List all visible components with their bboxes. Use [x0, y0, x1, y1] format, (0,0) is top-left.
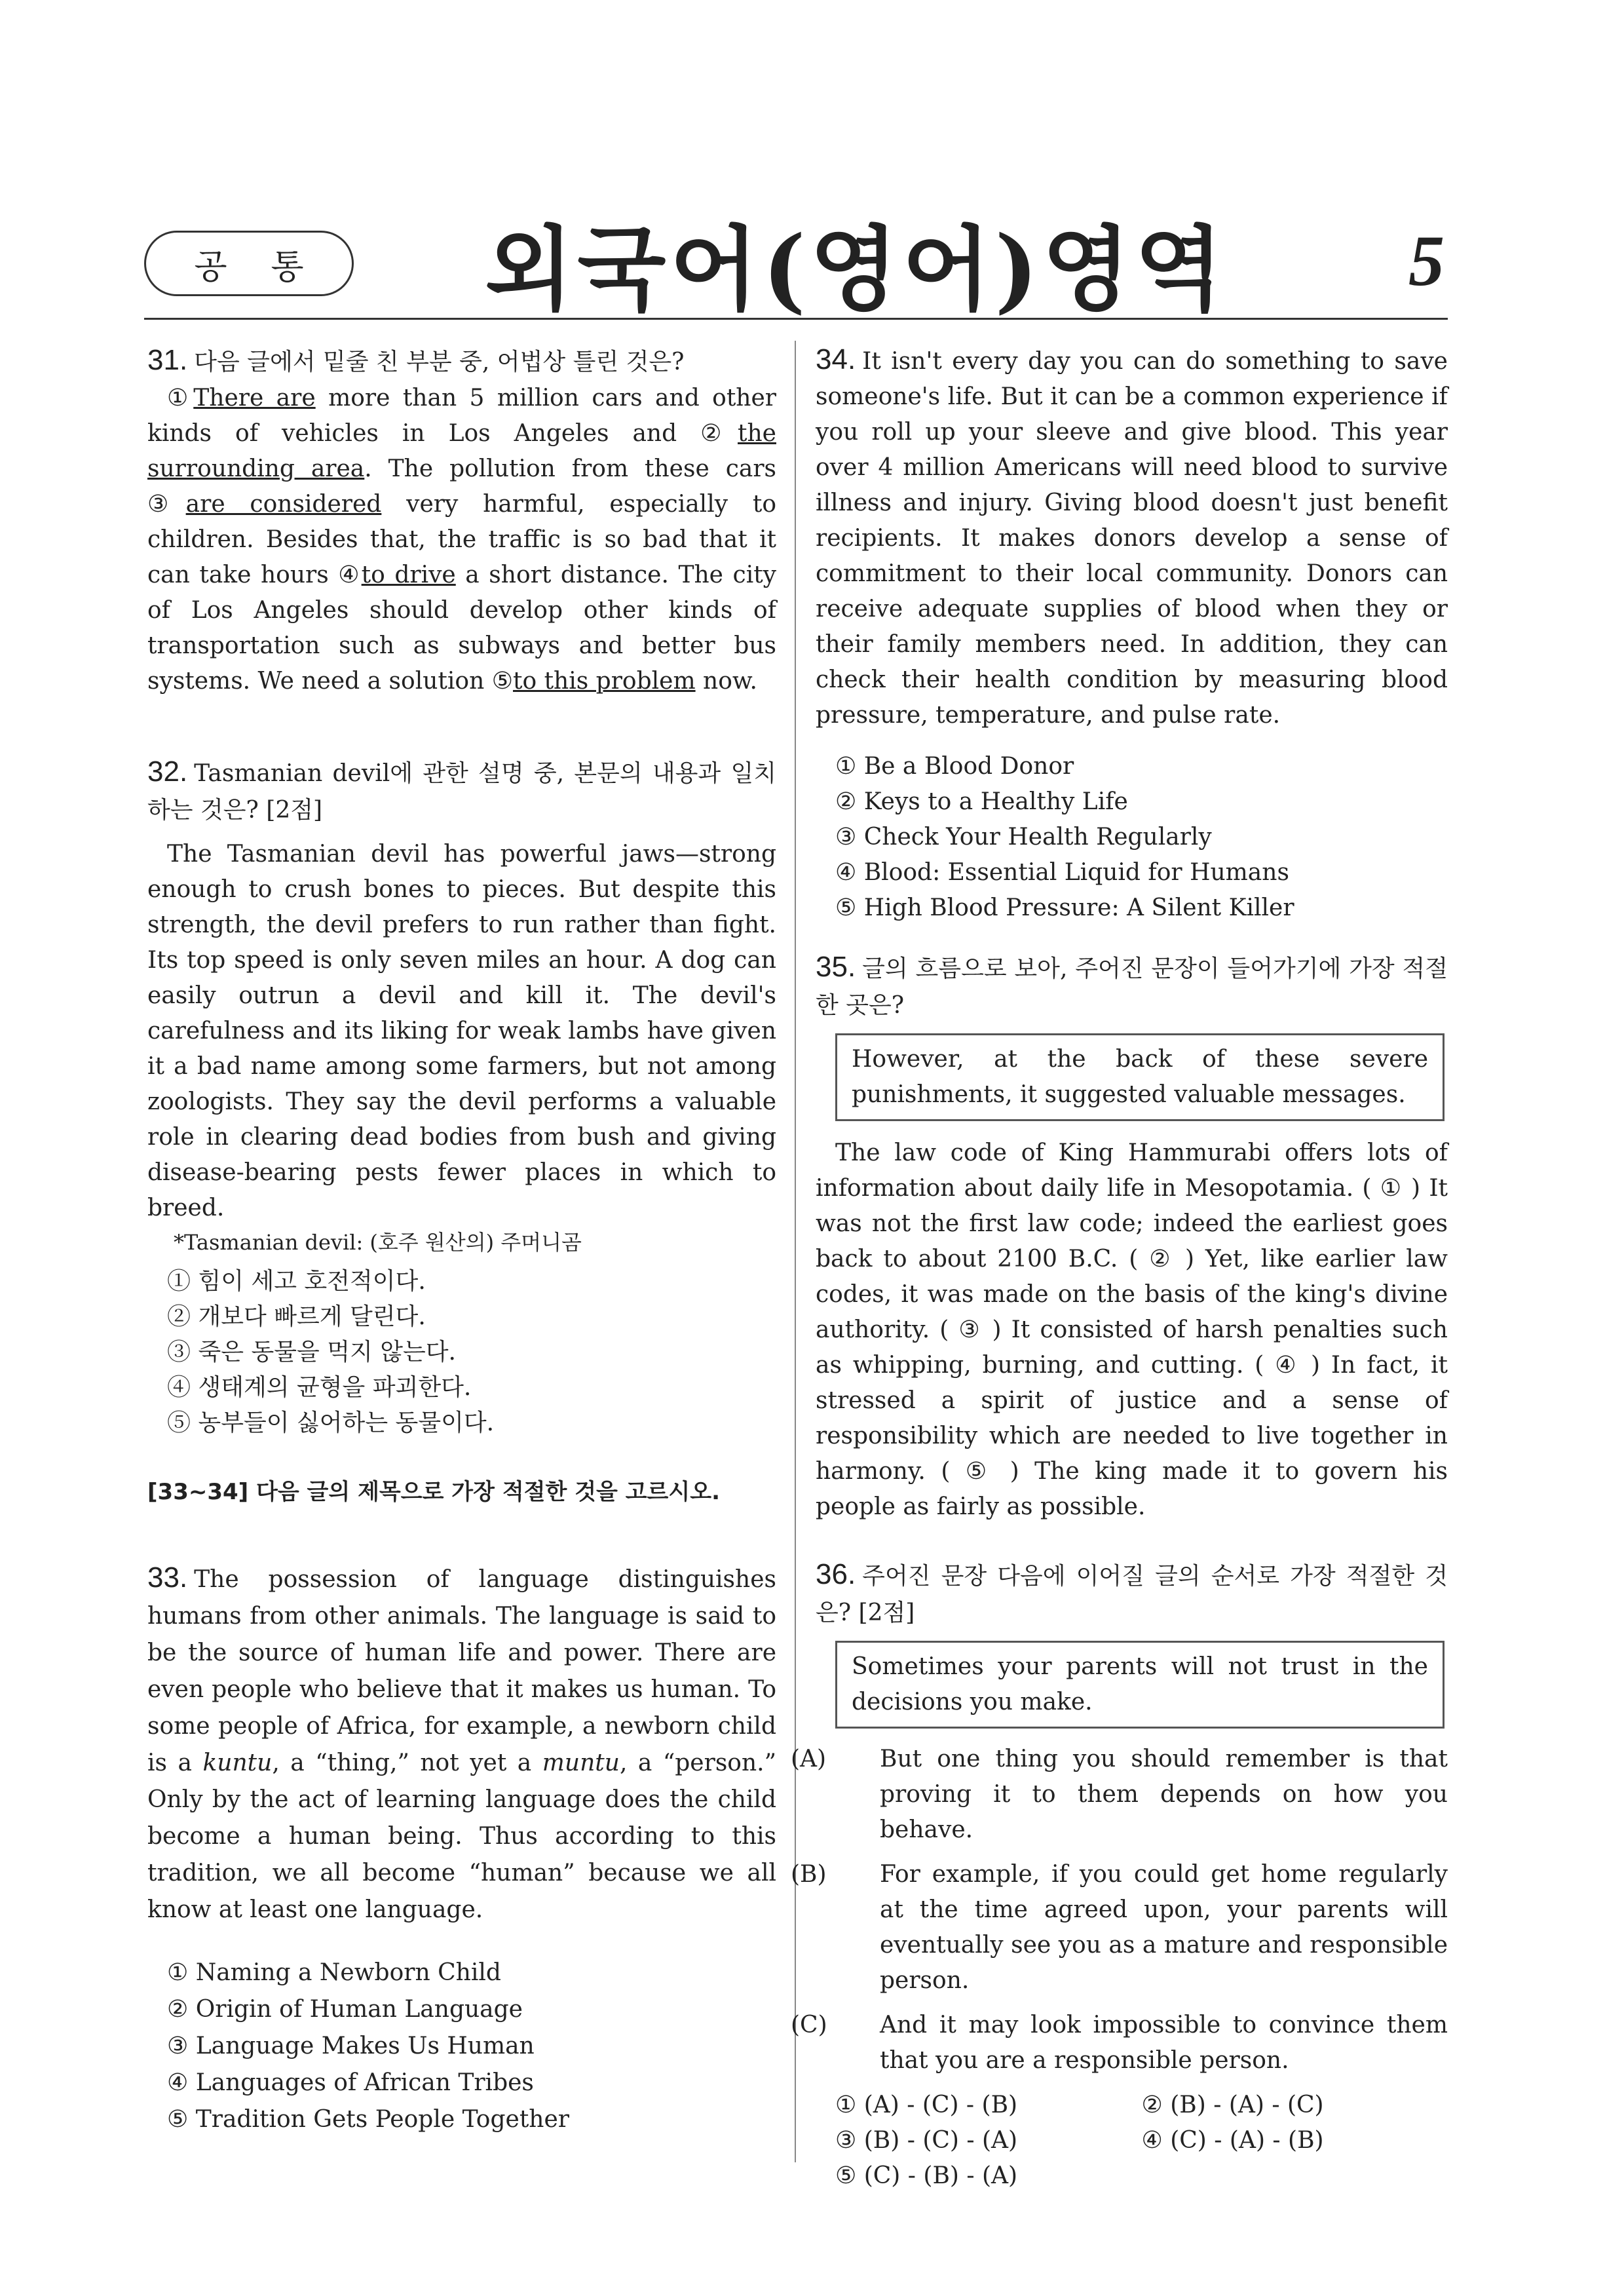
paragraph-b [791, 1857, 1448, 1999]
marker-5: ⑤ [491, 668, 513, 695]
page-title: 외국어(영어)영역 [485, 216, 1228, 324]
underline-2: the surrounding area [147, 420, 776, 482]
option-3[interactable]: ③ Check Your Health Regularly [835, 824, 1212, 851]
option-2[interactable]: ② 개보다 빠르게 달린다. [167, 1303, 426, 1330]
paragraph-b-label: (B) [791, 1861, 827, 1888]
question-31-prompt: 다음 글에서 밑줄 친 부분 중, 어법상 틀린 것은? [194, 349, 685, 375]
question-34-options [816, 749, 1448, 926]
paragraph-b-text: For example, if you could get home regularly at the time agreed upon, your parents will eventually see you as a mature and responsible person. [880, 1861, 1448, 1994]
marker-3: ③ [147, 491, 186, 518]
option-5[interactable]: ⑤ (C) - (B) - (A) [835, 2162, 1018, 2189]
question-32-prompt: Tasmanian devil에 관한 설명 중, 본문의 내용과 일치하는 것은? [2점] [147, 760, 776, 824]
question-35 [816, 949, 1448, 1525]
question-32 [147, 754, 776, 1441]
badge-left: 공 [194, 247, 227, 287]
question-34-number: 34. [816, 343, 856, 375]
question-33 [147, 1559, 776, 2138]
paragraph-c-label: (C) [791, 2012, 827, 2038]
underline-1: There are [193, 385, 316, 411]
instruction-33-34: [33~34] 다음 글의 제목으로 가장 적절한 것을 고르시오. [147, 1479, 721, 1505]
page-number: 5 [1408, 221, 1445, 301]
question-31-head [147, 342, 776, 381]
option-4[interactable]: ④ (C) - (A) - (B) [1141, 2127, 1324, 2154]
option-5[interactable]: ⑤ Tradition Gets People Together [167, 2106, 569, 2133]
badge-right: 통 [271, 247, 304, 287]
passage-text: , a “thing,” not yet a [272, 1750, 542, 1776]
passage-text: It isn't every day you can do something to save someone's life. But it can be a common experience if you roll up your sleeve and give blood. This year over 4 million Americans will need blood to survive illness and injury. Giving blood doesn't just benefit recipients. It makes donors develop a sense of commitment to their local community. Donors can receive adequate supplies of blood when they or their family members need. In addition, they can check their health condition by measuring blood pressure, temperature, and pulse rate. [816, 348, 1448, 729]
marker-2: ② [700, 420, 738, 447]
marker-4: ④ [338, 562, 362, 588]
question-35-given-sentence: However, at the back of these severe punishments, it suggested valuable messages. [835, 1033, 1445, 1121]
question-36-given-sentence: Sometimes your parents will not trust in the decisions you make. [835, 1641, 1445, 1729]
question-33-passage [147, 1559, 776, 1928]
question-35-number: 35. [816, 951, 856, 983]
question-33-number: 33. [147, 1561, 188, 1594]
section-badge [144, 231, 354, 296]
question-32-number: 32. [147, 756, 188, 788]
underline-3: are considered [185, 491, 382, 518]
passage-text: . The pollution from these cars [364, 455, 776, 482]
option-1[interactable]: ① (A) - (C) - (B) [835, 2092, 1018, 2118]
option-3[interactable]: ③ (B) - (C) - (A) [835, 2127, 1018, 2154]
option-5[interactable]: ⑤ High Blood Pressure: A Silent Killer [835, 894, 1294, 921]
option-4[interactable]: ④ Languages of African Tribes [167, 2069, 534, 2096]
option-1[interactable]: ① Naming a Newborn Child [167, 1959, 501, 1986]
question-32-options [147, 1264, 776, 1441]
passage-text: , a “person.” Only by the act of learning language does the child become a human being. Thus according to this tradition, we all become “human” because we all know at least one language. [147, 1750, 777, 1923]
question-34 [816, 342, 1448, 926]
question-32-footnote: *Tasmanian devil: (호주 원산의) 주머니곰 [174, 1230, 582, 1255]
underline-4: to drive [361, 562, 456, 588]
option-5[interactable]: ⑤ 농부들이 싫어하는 동물이다. [167, 1409, 495, 1436]
paragraph-c-text: And it may look impossible to convince them that you are a responsible person. [880, 2012, 1448, 2074]
option-3[interactable]: ③ 죽은 동물을 먹지 않는다. [167, 1339, 456, 1366]
question-32-head [147, 754, 776, 829]
question-36-head [816, 1556, 1448, 1632]
question-33-options [147, 1955, 776, 2138]
header-divider [144, 318, 1448, 320]
question-35-passage: The law code of King Hammurabi offers lots of information about daily life in Mesopotamia. ( ① ) It was not the first law code; indeed the earliest goes back to about 2100 B.C. ( ② ) Yet, like earlier law codes, it was made on the basis of the king's divine authority. ( ③ ) It consisted of harsh penalties such as whipping, burning, and cutting. ( ④ ) In fact, it stressed a spirit of justice and a sense of responsibility which are needed to live together in harmony. ( ⑤ ) The king made it to govern his people as fairly as possible. [816, 1139, 1448, 1520]
passage-text: very harmful, especially to children. Besides that, the traffic is so bad that it can take hours [147, 491, 776, 588]
paragraph-a [791, 1742, 1448, 1848]
passage-text: more than 5 million cars and other kinds of vehicles in Los Angeles and [147, 385, 777, 447]
question-36-number: 36. [816, 1558, 856, 1590]
question-32-passage: The Tasmanian devil has powerful jaws—strong enough to crush bones to pieces. But despite this strength, the devil prefers to run rather than fight. Its top speed is only seven miles an hour. A dog can easily outrun a devil and kill it. The devil's carefulness and its liking for weak lambs have given it a bad name among some farmers, but not among zoologists. They say the devil performs a valuable role in clearing dead bodies from bush and giving disease-bearing pests fewer places in which to breed. [147, 841, 776, 1221]
option-2[interactable]: ② Origin of Human Language [167, 1996, 523, 2023]
option-4[interactable]: ④ Blood: Essential Liquid for Humans [835, 859, 1289, 886]
question-36-options [835, 2088, 1448, 2194]
question-34-passage [816, 342, 1448, 733]
passage-text: a short distance. The city of Los Angeles should develop other kinds of transportation such as subways and better bus systems. We need a solution [147, 562, 777, 695]
option-2[interactable]: ② Keys to a Healthy Life [835, 788, 1128, 815]
passage-text: now. [695, 668, 757, 695]
passage-text: The possession of language distinguishes humans from other animals. The language is said to be the source of human life and power. There are even people who believe that it makes us human. To some people of Africa, for example, a newborn child is a [147, 1566, 776, 1776]
italic-word: muntu [542, 1750, 620, 1776]
question-31-passage [147, 381, 776, 699]
option-1[interactable]: ① 힘이 세고 호전적이다. [167, 1268, 426, 1295]
underline-5: to this problem [512, 668, 696, 695]
marker-1: ① [167, 385, 194, 411]
question-36-prompt: 주어진 문장 다음에 이어질 글의 순서로 가장 적절한 것은? [2점] [816, 1563, 1448, 1626]
paragraph-c [791, 2008, 1448, 2078]
question-31 [147, 342, 776, 699]
option-1[interactable]: ① Be a Blood Donor [835, 753, 1074, 780]
option-2[interactable]: ② (B) - (A) - (C) [1141, 2092, 1324, 2118]
paragraph-a-label: (A) [791, 1746, 827, 1772]
italic-word: kuntu [202, 1750, 273, 1776]
question-35-prompt: 글의 흐름으로 보아, 주어진 문장이 들어가기에 가장 적절한 곳은? [816, 955, 1448, 1019]
question-36 [791, 1556, 1448, 2194]
question-31-number: 31. [147, 344, 188, 376]
option-3[interactable]: ③ Language Makes Us Human [167, 2033, 535, 2059]
paragraph-a-text: But one thing you should remember is that proving it to them depends on how you behave. [880, 1746, 1448, 1843]
option-4[interactable]: ④ 생태계의 균형을 파괴한다. [167, 1374, 472, 1401]
question-35-head [816, 949, 1448, 1024]
